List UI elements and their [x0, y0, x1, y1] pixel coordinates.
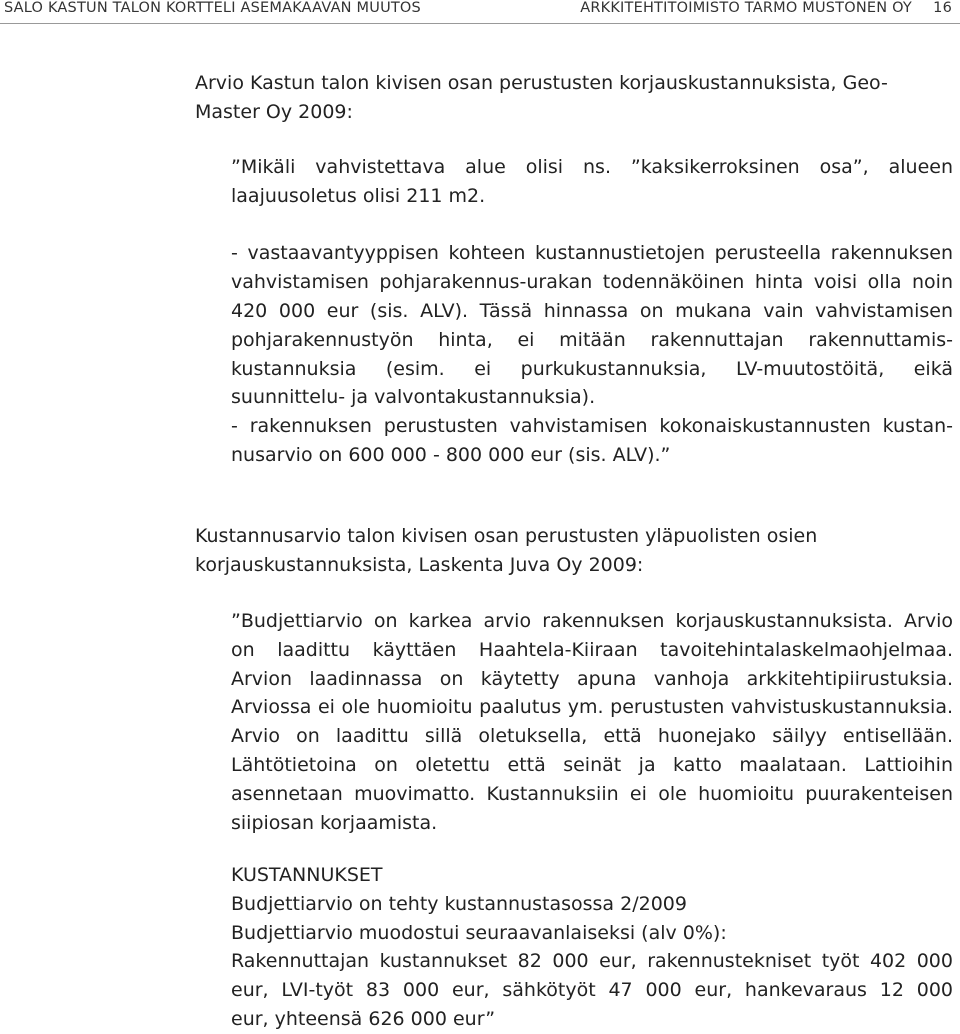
section1-quote-spacer — [231, 211, 953, 240]
section2-quote-line-8: siipiosan korjaamista. — [231, 811, 438, 834]
header-office-name: ARKKITEHTITOIMISTO TARMO MUSTONEN OY — [580, 0, 912, 16]
section2-heading — [195, 522, 905, 580]
section1-quote-line-10: - rakennuksen perustusten vahvistamisen kokonaiskustannusten kustan- — [231, 415, 953, 438]
section1-heading-line-2: Master Oy 2009: — [195, 100, 353, 123]
section1-quote-line-5: vahvistamisen pohjarakennus-urakan todennäköinen hinta voisi olla noin — [231, 271, 953, 294]
costs-heading: KUSTANNUKSET — [231, 864, 383, 886]
section1-quote — [231, 153, 953, 470]
section2-quote-line-3: Arvion laadinnassa on käytetty apuna vanhoja arkkitehtipiirustuksia. — [231, 667, 953, 690]
section2-quote-line-4: Arviossa ei ole huomioitu paalutus ym. perustusten vahvistuskustannuksia. — [231, 696, 953, 719]
costs-line-2: Budjettiarvio on tehty kustannustasossa 2/2009 — [231, 892, 687, 915]
header-page-number: 16 — [933, 0, 952, 16]
section1-quote-line-11: nusarvio on 600 000 - 800 000 eur (sis. ALV).” — [231, 443, 671, 466]
section1-quote-line-2: laajuusoletus olisi 211 m2. — [231, 184, 486, 207]
section2-quote-line-1: ”Budjettiarvio on karkea arvio rakennuksen korjauskustannuksista. Arvio — [231, 610, 953, 632]
costs-line-3: Budjettiarvio muodostui seuraavanlaiseksi (alv 0%): — [231, 921, 727, 944]
section2-heading-line-2: korjauskustannuksista, Laskenta Juva Oy 2009: — [195, 553, 644, 576]
section1-quote-line-9: suunnittelu- ja valvontakustannuksia). — [231, 386, 596, 409]
section1-quote-line-1: ”Mikäli vahvistettava alue olisi ns. ”kaksikerroksinen osa”, alueen — [231, 156, 953, 178]
section1-heading-line-1: Arvio Kastun talon kivisen osan perustusten korjauskustannuksista, Geo- — [195, 72, 888, 94]
section2-quote-line-2: on laadittu käyttäen Haahtela-Kiiraan tavoitehintalaskelmaohjelmaa. — [231, 638, 953, 661]
section2-quote — [231, 607, 953, 837]
section2-heading-line-1: Kustannusarvio talon kivisen osan perustusten yläpuolisten osien — [195, 525, 818, 547]
section1-quote-line-8: kustannuksia (esim. ei purkukustannuksia, LV-muutostöitä, eikä — [231, 357, 953, 380]
costs-line-5: eur, LVI-työt 83 000 eur, sähkötyöt 47 000 eur, hankevaraus 12 000 — [231, 979, 953, 1002]
costs-line-6: eur, yhteensä 626 000 eur” — [231, 1007, 496, 1030]
section2-quote-line-7: asennetaan muovimatto. Kustannuksiin ei ole huomioitu puurakenteisen — [231, 782, 953, 805]
section2-quote-line-6: Lähtötietoina on oletettu että seinät ja katto maalataan. Lattioihin — [231, 753, 953, 776]
section2-quote-line-5: Arvio on laadittu sillä oletuksella, että huonejako säilyy entisellään. — [231, 725, 953, 748]
costs-section — [231, 861, 953, 1034]
section1-quote-line-6: 420 000 eur (sis. ALV). Tässä hinnassa on mukana vain vahvistamisen — [231, 299, 953, 322]
section1-quote-line-4: - vastaavantyyppisen kohteen kustannustietojen perusteella rakennuksen — [231, 242, 953, 265]
header-document-title: SALO KASTUN TALON KORTTELI ASEMAKAAVAN MUUTOS — [4, 0, 421, 16]
section1-quote-line-7: pohjarakennustyön hinta, ei mitään rakennuttajan rakennuttamis- — [231, 328, 953, 351]
page-header — [0, 0, 960, 24]
costs-line-4: Rakennuttajan kustannukset 82 000 eur, rakennustekniset työt 402 000 — [231, 950, 953, 973]
section1-heading — [195, 69, 905, 127]
header-divider — [0, 23, 960, 24]
